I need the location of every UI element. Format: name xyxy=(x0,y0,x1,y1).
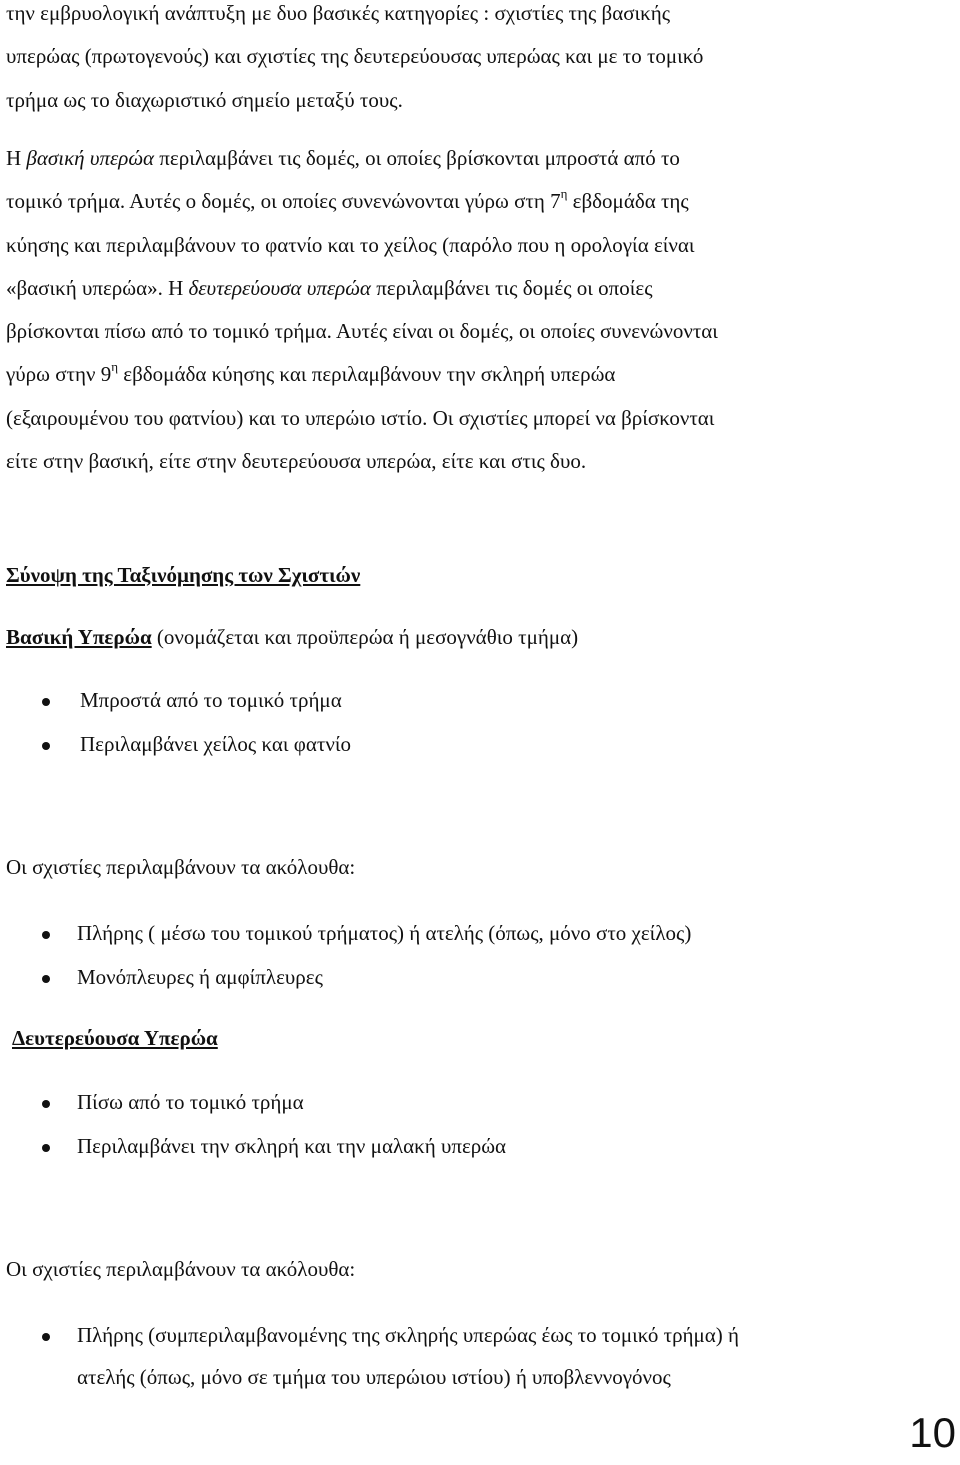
secondary-cleft-intro: Οι σχιστίες περιλαμβάνουν τα ακόλουθα: xyxy=(6,1257,356,1281)
list-item: Πλήρης ( μέσω του τομικού τρήματος) ή ατελής (όπως, μόνο στο χείλος) xyxy=(77,921,692,945)
list-item: Μονόπλευρες ή αμφίπλευρες xyxy=(77,965,323,989)
secondary-palate-heading xyxy=(12,1026,218,1051)
secondary-palate-label: Δευτερεύουσα Υπερώα xyxy=(12,1026,218,1050)
bullet-icon xyxy=(42,931,50,939)
primary-palate-label: Βασική Υπερώα xyxy=(6,625,152,649)
palate-paragraph: Η βασική υπερώα περιλαμβάνει τις δομές, οι οποίες βρίσκονται μπροστά από το τομικό τρήμα. Αυτές ο δομές, οι οποίες συνενώνονται γύρω στη $7^\eta$ εβδομάδα της κύησης και περιλαμβάνουν το φατνίο και το χείλος (παρόλο που η ορολογία είναι «βασική υπερώα». Η δευτερεύουσα υπερώα περιλαμβάνει τις δομές οι οποίες βρίσκονται πίσω από το τομικό τρήμα. Αυτές είναι οι δομές, οι οποίες συνενώνονται γύρω στην $9^\eta$ εβδομάδα κύησης και περιλαμβάνουν την σκληρή υπερώα (εξαιρουμένου του φατνίου) και το υπερώιο ιστίο. Οι σχιστίες μπορεί να βρίσκονται είτε στην βασική, είτε στην δευτερεύουσα υπερώα, είτε και στις δυο. xyxy=(6,146,718,474)
bullet-icon xyxy=(42,975,50,983)
bullet-icon xyxy=(42,1333,50,1341)
list-item-line-2: ατελής (όπως, μόνο σε τμήμα του υπερώιου ιστίου) ή υποβλεννογόνος xyxy=(77,1365,671,1389)
bullet-icon xyxy=(42,742,50,750)
intro-line-3: τρήμα ως το διαχωριστικό σημείο μεταξύ τους. xyxy=(6,87,403,112)
bullet-icon xyxy=(42,1100,50,1108)
primary-cleft-intro: Οι σχιστίες περιλαμβάνουν τα ακόλουθα: xyxy=(6,855,356,879)
list-item-line-1: Πλήρης (συμπεριλαμβανομένης της σκληρής υπερώας έως το τομικό τρήμα) ή xyxy=(77,1323,740,1347)
intro-line-1: την εμβρυολογική ανάπτυξη με δυο βασικές κατηγορίες : σχιστίες της βασικής xyxy=(6,1,671,25)
secondary-palate-term: δευτερεύουσα υπερώα xyxy=(188,275,371,300)
list-item: Περιλαμβάνει την σκληρή και την μαλακή υπερώα xyxy=(77,1134,507,1158)
bullet-icon xyxy=(42,698,50,706)
primary-palate-heading xyxy=(6,625,578,650)
primary-palate-term: βασική υπερώα xyxy=(26,146,155,170)
list-item: Πίσω από το τομικό τρήμα xyxy=(77,1090,304,1114)
list-item: Περιλαμβάνει χείλος και φατνίο xyxy=(80,732,352,756)
primary-palate-note: (ονομάζεται και προϋπερώα ή μεσογνάθιο τμήμα) xyxy=(151,625,579,649)
bullet-icon xyxy=(42,1144,50,1152)
intro-line-2: υπερώας (πρωτογενούς) και σχιστίες της δευτερεύουσας υπερώας και με το τομικό xyxy=(6,44,704,69)
page-number: 10 xyxy=(909,1409,956,1456)
intro-paragraph xyxy=(6,0,846,122)
summary-heading: Σύνοψη της Ταξινόμησης των Σχιστιών xyxy=(6,563,361,587)
list-item: Μπροστά από το τομικό τρήμα xyxy=(80,688,342,712)
